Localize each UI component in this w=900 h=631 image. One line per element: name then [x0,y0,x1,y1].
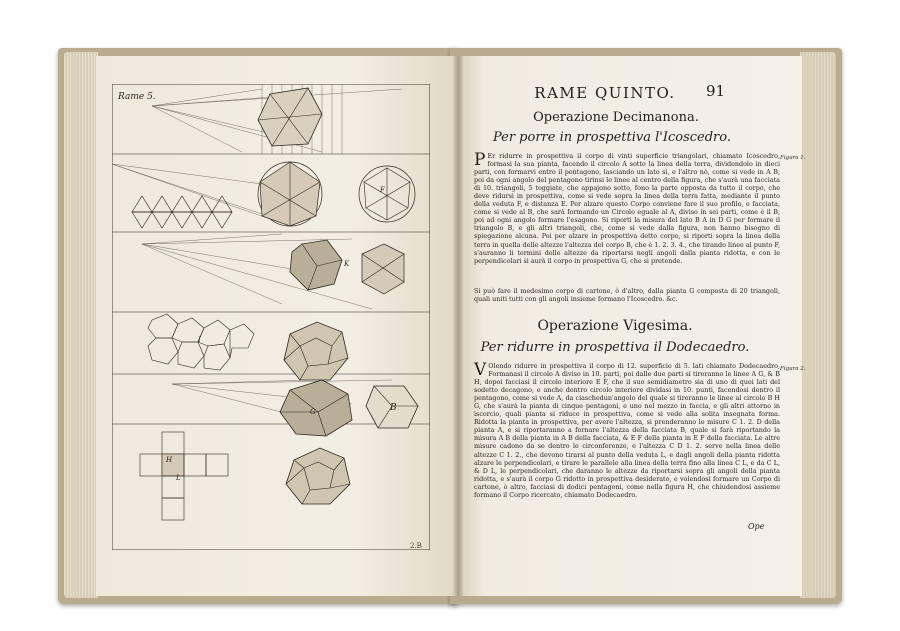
catchword: Ope [748,522,765,531]
plate-mark-l: L [176,474,181,482]
plate-mark-g: G [310,408,316,416]
margin-note-1: Figura 1. [780,155,806,161]
section-2-subtitle: Per ridurre in prospettiva il Dodecaedro. [480,340,750,355]
section-1-paragraph [474,152,780,265]
plate-mark-f: F [380,186,385,194]
section-2-title: Operazione Vigesima. [537,318,693,334]
engraved-plate [112,84,430,550]
section-2-drop-cap: V [474,360,487,380]
section-1-title: Operazione Decimanona. [533,110,699,125]
section-2-text: Olendo ridurre in prospettiva il corpo di 12. superficie di 5. lati chiamato Dodecaedro, Formanasi il circolo A diviso in 10. parti, poi dalle due parti si tireranno le linee A G, & B H, dopoi facciasi il circolo interiore E F, che il suo semidiametro sia di uno di quei lati del sodetto decagono, e anche dentro circolo interiore dividasi in 10. punti, facendosi dentro il pentagono, come si vede A, da ciaschedun'angolo del quale si tireranno le linee al circolo B H G, che s'aurà la pianta di cinque pentagoni, e uno nel mezzo in faccia, e gli altri attorno in iscorcio, quali pianta si riduce in prospettiva, come si vede alla solita insegnata forma. Ridotta la pianta in prospettiva, per avere l'altezza, si prenderanno le misure C 1. 2. D della pianta A, e si riportaranno a fornare l'altezza della facciata B, quale si farà riportando la misura A B della pianta in A B della facciata, & E F della pianta in E F della facciata. Le altre misure cadono da se dentro le circonferenze, e l'altezza C D 1. 2. serve nella linea delle altezze C 1. 2., che devono tirarsi al punto della veduta L, e dagli angoli della pianta ridotta alzare le perpendicolari, e tirare le parallele alla linea della terra fino alla linea C L, e da C L, & D L, le perpendicolari, che daranno le altezze da riportarsi sopra gli angoli della pianta ridotta, e s'aurà il corpo G ridotto in prospettiva desiderato, e volendosi formare un Corpo di cartone, ò altro, facciasi di dodici pentagoni, come nella figura H, che chiudendosi assieme formano il Corpo ricercato, chiamato Dodecaedro. [474,362,780,499]
section-1-text: Er ridurre in prospettiva il corpo di vinti superficie triangolari, chiamato Icoscedro, formasi la sua pianta, facendo il circolo A sotto la linea della terra, dividendolo in dieci parti, con formarvi entro il pentagono, lasciando un lato sì, e l'altro nò, come si vede in A B, poi da ogni angolo del pentagono tirinsi le linee al centro della figura, che s'aurà una facciata di 10. triangoli, 5 toggiate, che appajono sotto, fono la parte opposta da tutto il corpo, che deve ridursi in prospettiva, come si vede sopra la linea della terra fatta, mediante il punto della veduta F, e distanza E. Per alzare questo Corpo conviene fare il suo profilo, e facciata, come si vede al B, che sarà formando un Circolo eguale al A, diviso in sei parti, come è il B, poi ad ogni angolo formare l'esagono. Si riporti la misura del lato B A in D G per formare il triangolo B, e gli altri triangoli, che, come si vede dalla figura, non hanno bisogno di spiegazione alcuna. Poi per alzare in prospettiva detto corpo, si riporti sopra la linea della terra in quella delle altezze l'altezza del corpo B, che è 1. 2. 3. 4., che tirando linee al punto F, s'auranno li termini delle altezze da riportarsi negli angoli dalla pianta ridotta, e con le perpendicolari si aurà il corpo in prospettiva G, che si pretende. [474,152,780,265]
section-1-subtitle: Per porre in prospettiva l'Icoscedro. [492,130,732,145]
plate-mark-h: H [166,456,173,464]
plate-mark-k: K [344,260,350,268]
page-edges-right [800,52,836,598]
book-gutter [452,56,464,596]
plate-mark-i: I [198,336,201,344]
plate-label: Rame 5. [118,92,156,102]
section-2-paragraph [474,362,780,499]
section-1-drop-cap: P [474,150,486,170]
page-edges-left [64,52,98,598]
margin-note-2: Figura 2. [780,366,806,372]
running-head: RAME QUINTO. [534,84,676,102]
plate-page-mark: 2.B [410,542,422,550]
page-number: 91 [706,82,726,100]
plate-mark-b: B [390,403,397,413]
section-1-paragraph-b: Si può fare il medesimo corpo di cartone, ò d'altro, dalla pianta G composta di 20 triangoli, quali uniti tutti con gli angoli insieme formano l'Icoscedro. &c. [474,287,780,304]
